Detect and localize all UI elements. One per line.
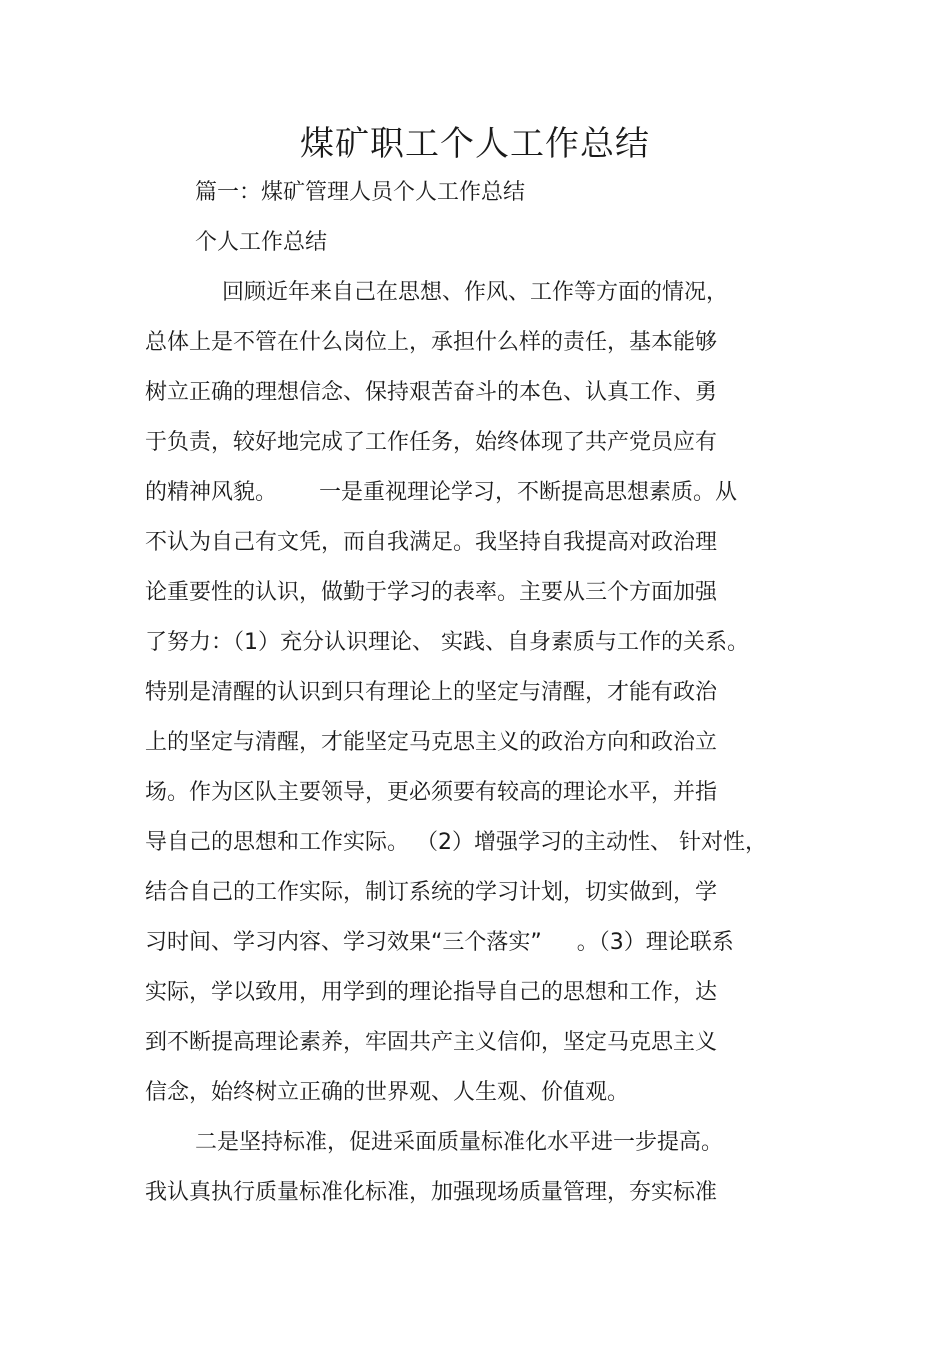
body-line: 上的坚定与清醒，才能坚定马克思主义的政治方向和政治立 bbox=[145, 730, 718, 755]
body-line: 特别是清醒的认识到只有理论上的坚定与清醒，才能有政治 bbox=[145, 680, 718, 705]
body-line: 实际，学以致用，用学到的理论指导自己的思想和工作，达 bbox=[145, 980, 718, 1005]
body-line: 到不断提高理论素养，牢固共产主义信仰，坚定马克思主义 bbox=[145, 1030, 718, 1055]
body-line: 习时间、学习内容、学习效果“三个落实” 。（3）理论联系 bbox=[145, 930, 734, 955]
body-line: 信念，始终树立正确的世界观、人生观、价值观。 bbox=[145, 1080, 630, 1105]
body-line: 于负责，较好地完成了工作任务，始终体现了共产党员应有 bbox=[145, 430, 718, 455]
body-line: 我认真执行质量标准化标准，加强现场质量管理，夯实标准 bbox=[145, 1180, 718, 1205]
body-line: 论重要性的认识，做勤于学习的表率。主要从三个方面加强 bbox=[145, 580, 718, 605]
document-title: 煤矿职工个人工作总结 bbox=[300, 124, 650, 164]
body-line: 场。作为区队主要领导，更必须要有较高的理论水平，并指 bbox=[145, 780, 718, 805]
body-line: 总体上是不管在什么岗位上，承担什么样的责任，基本能够 bbox=[145, 330, 718, 355]
body-line: 导自己的思想和工作实际。 （2）增强学习的主动性、 针对性， bbox=[145, 830, 767, 855]
subsection-heading: 个人工作总结 bbox=[195, 230, 328, 255]
body-line: 二是坚持标准，促进采面质量标准化水平进一步提高。 bbox=[195, 1130, 724, 1155]
body-line: 树立正确的理想信念、保持艰苦奋斗的本色、认真工作、勇 bbox=[145, 380, 718, 405]
body-line: 结合自己的工作实际，制订系统的学习计划，切实做到，学 bbox=[145, 880, 718, 905]
body-line: 了努力：（1）充分认识理论、 实践、自身素质与工作的关系。 bbox=[145, 630, 749, 655]
body-line: 的精神风貌。 一是重视理论学习，不断提高思想素质。从 bbox=[145, 480, 737, 505]
body-line: 不认为自己有文凭，而自我满足。我坚持自我提高对政治理 bbox=[145, 530, 718, 555]
section-heading: 篇一：煤矿管理人员个人工作总结 bbox=[195, 180, 526, 205]
body-line: 回顾近年来自己在思想、作风、工作等方面的情况， bbox=[222, 280, 729, 305]
